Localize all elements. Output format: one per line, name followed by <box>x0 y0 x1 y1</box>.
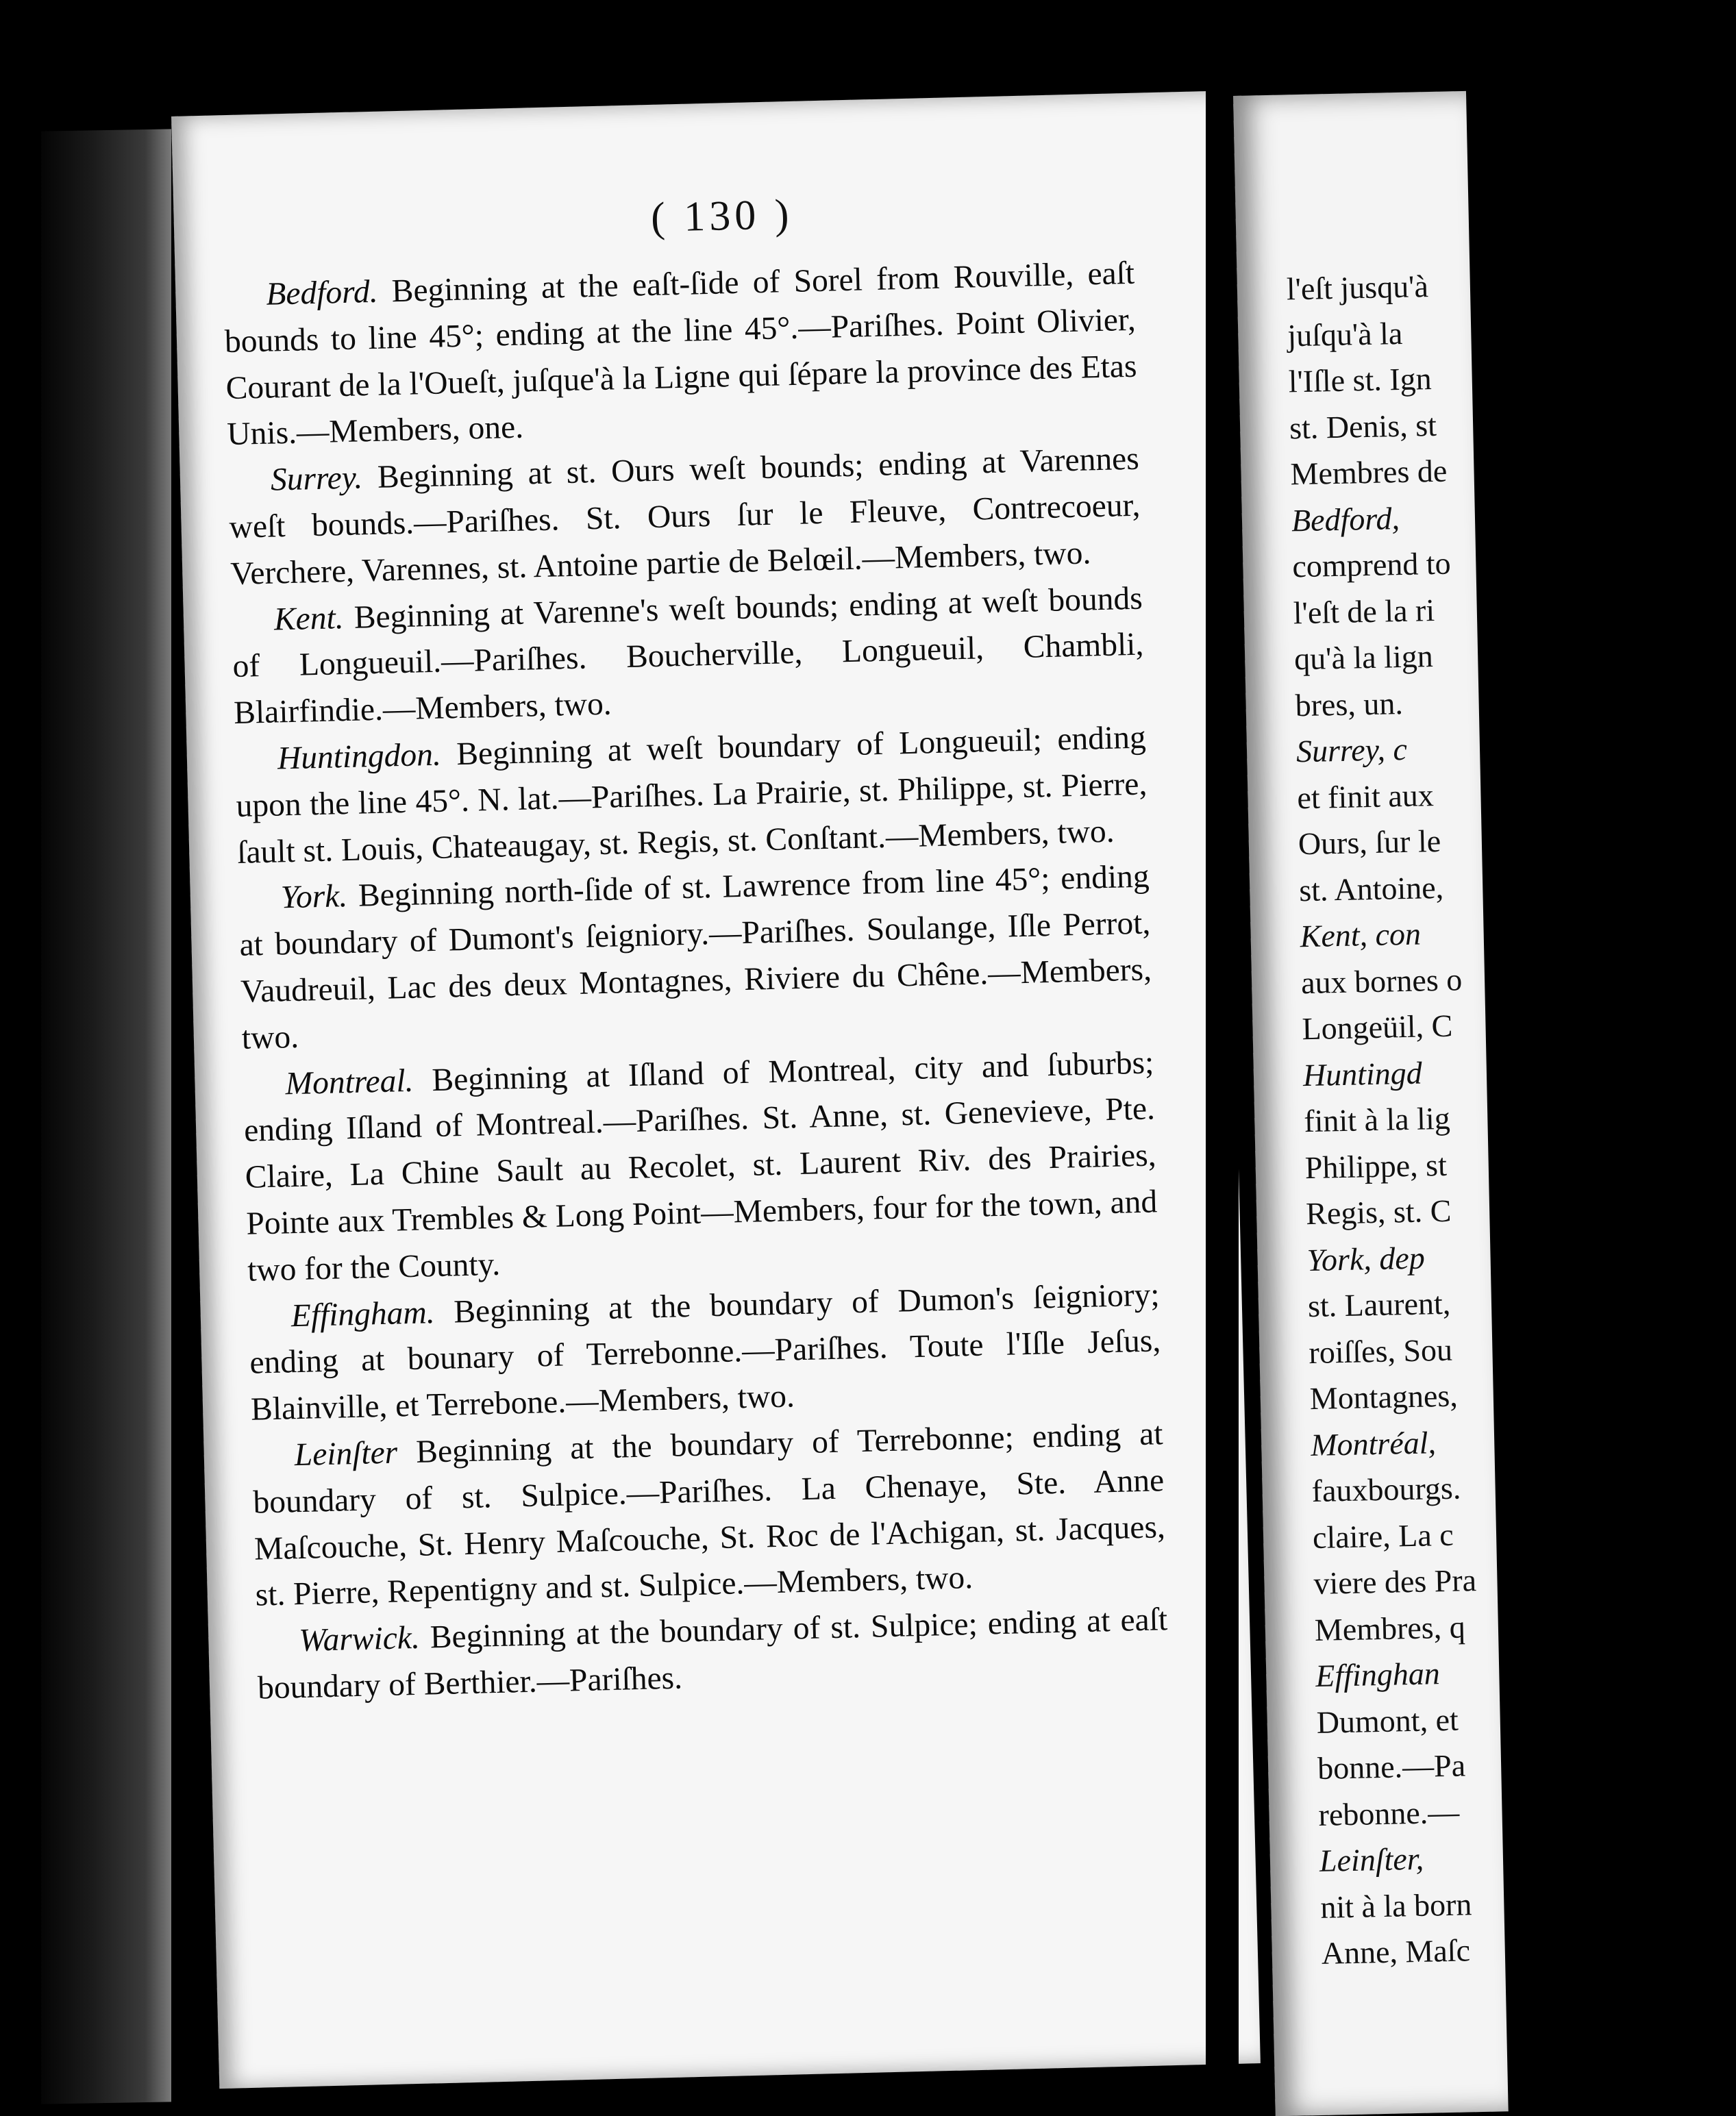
entry-montreal <box>243 1040 1159 1294</box>
text-line: juſqu'à la <box>1287 315 1403 353</box>
county-name: Bedford. <box>265 273 379 312</box>
text-line: st. Denis, st <box>1289 407 1437 445</box>
book-binding-edge <box>41 129 171 2104</box>
entry-text: Beginning north-ſide of st. Lawrence from line 45°; ending at boundary of Dumont's ſeigniory.—Pariſhes. Soulange, Iſle Perrot, Vaudreuil, Lac des deux Montagnes, Riviere du Chêne.—Members, two. <box>238 858 1152 1056</box>
text-line: Membres, q <box>1314 1608 1466 1647</box>
text-line: Effinghan <box>1315 1656 1441 1693</box>
entry-surrey <box>227 436 1142 598</box>
text-line: Dumont, et <box>1316 1702 1459 1740</box>
left-page-text <box>223 251 1169 1713</box>
text-line: Ours, ſur le <box>1298 823 1441 862</box>
text-line: Leinſter, <box>1319 1841 1424 1878</box>
text-line: l'Iſle st. Ign <box>1288 361 1433 399</box>
text-line: Kent, con <box>1300 916 1422 954</box>
entry-text: Beginning at the eaſt-ſide of Sorel from Rouville, eaſt bounds to line 45°; ending at the line 45°.—Pariſhes. Point Olivier, Courant de la l'Oueſt, juſque'à la Ligne qui ſépare la province des Etas Unis.—Members, one. <box>224 255 1137 453</box>
text-line: Surrey, c <box>1295 731 1408 769</box>
entry-huntingdon <box>234 714 1149 876</box>
text-line: Montagnes, <box>1309 1378 1459 1417</box>
text-line: Longeüil, C <box>1302 1008 1453 1047</box>
text-line: qu'à la lign <box>1293 638 1434 677</box>
entry-effingham <box>248 1272 1163 1434</box>
entry-text: Beginning at Iſland of Montreal, city and ſuburbs; ending Iſland of Montreal.—Pariſhes. St. Anne, st. Genevieve, Pte. Claire, La Chine Sault au Recolet, st. Laurent Riv. des Prairies, Pointe aux Trembles & Long Point—Members, four for the town, and two for the County. <box>243 1044 1158 1289</box>
text-line: bonne.—Pa <box>1317 1747 1466 1786</box>
county-name: Kent. <box>273 599 345 638</box>
county-name: Montreal. <box>284 1062 414 1101</box>
text-line: comprend to <box>1291 545 1452 584</box>
text-line: Anne, Maſc <box>1321 1932 1471 1971</box>
text-line: et finit aux <box>1296 777 1435 815</box>
text-line: viere des Pra <box>1313 1563 1477 1602</box>
entry-text: Beginning at Varenne's weſt bounds; ending at weſt bounds of Longueuil.—Pariſhes. Boucherville, Longueuil, Chambli, Blairfindie.—Members, two. <box>232 580 1144 732</box>
text-line: nit à la born <box>1319 1886 1472 1925</box>
text-line: Bedford, <box>1291 500 1400 538</box>
text-line: rebonne.— <box>1318 1794 1460 1832</box>
text-line: roiſſes, Sou <box>1308 1332 1453 1370</box>
text-line: claire, La c <box>1312 1517 1454 1555</box>
text-line: Huntingd <box>1302 1055 1423 1093</box>
text-line: st. Laurent, <box>1307 1285 1451 1324</box>
text-line: Philippe, st <box>1304 1147 1448 1185</box>
text-line: Regis, st. C <box>1305 1193 1452 1232</box>
book-gutter <box>1206 69 1239 2110</box>
county-name: Effingham. <box>290 1294 436 1334</box>
text-line: l'eſt jusqu'à <box>1286 269 1429 307</box>
text-line: l'eſt de la ri <box>1293 592 1435 630</box>
text-line: York, dep <box>1306 1240 1426 1278</box>
text-line: fauxbourgs. <box>1311 1470 1461 1509</box>
entry-leinster <box>251 1411 1167 1619</box>
text-line: bres, un. <box>1295 685 1404 723</box>
text-line: finit à la lig <box>1303 1100 1451 1139</box>
page-number: ( 130 ) <box>650 190 794 241</box>
left-page <box>171 91 1261 2089</box>
entry-text: Beginning at the boundary of Dumon's ſeigniory; ending at bounary of Terrebonne.—Pariſhes. Toute l'Iſle Jeſus, Blainville, et Terrebone.—Members, two. <box>249 1276 1161 1428</box>
county-name: York. <box>280 878 348 916</box>
right-page <box>1233 91 1509 2116</box>
county-name: Huntingdon. <box>277 736 442 777</box>
text-line: st. Antoine, <box>1298 869 1444 908</box>
text-line: Montréal, <box>1310 1424 1437 1462</box>
entry-york <box>238 854 1153 1062</box>
text-line: Membres de <box>1290 453 1448 492</box>
entry-text: Beginning at st. Ours weſt bounds; ending at Varennes weſt bounds.—Pariſhes. St. Ours ſur le Fleuve, Contrecoeur, Verchere, Varennes, st. Antoine partie de Belœil.—Members, two. <box>229 440 1141 592</box>
right-page-text <box>1286 258 1733 1977</box>
county-name: Leinſter <box>294 1434 398 1473</box>
entry-text: Beginning at the boundary of Terrebonne; ending at boundary of st. Sulpice.—Pariſhes. La Chenaye, Ste. Anne Maſcouche, St. Henry Maſcouche, St. Roc de l'Achigan, st. Jacques, st. Pierre, Repentigny and st. Sulpice.—Members, two. <box>252 1416 1166 1613</box>
county-name: Warwick. <box>298 1619 421 1659</box>
entry-bedford <box>223 251 1139 459</box>
entry-text: Beginning at the boundary of st. Sulpice; ending at eaſt boundary of Berthier.—Pariſhes. <box>257 1602 1168 1706</box>
county-name: Surrey. <box>270 460 363 498</box>
entry-kent <box>231 575 1145 737</box>
entry-text: Beginning at weſt boundary of Longueuil; ending upon the line 45°. N. lat.—Pariſhes. La Prairie, st. Philippe, st. Pierre, ſault st. Louis, Chateaugay, st. Regis, st. Conſtant.—Members, two. <box>235 719 1148 871</box>
text-line: aux bornes o <box>1300 961 1463 1000</box>
